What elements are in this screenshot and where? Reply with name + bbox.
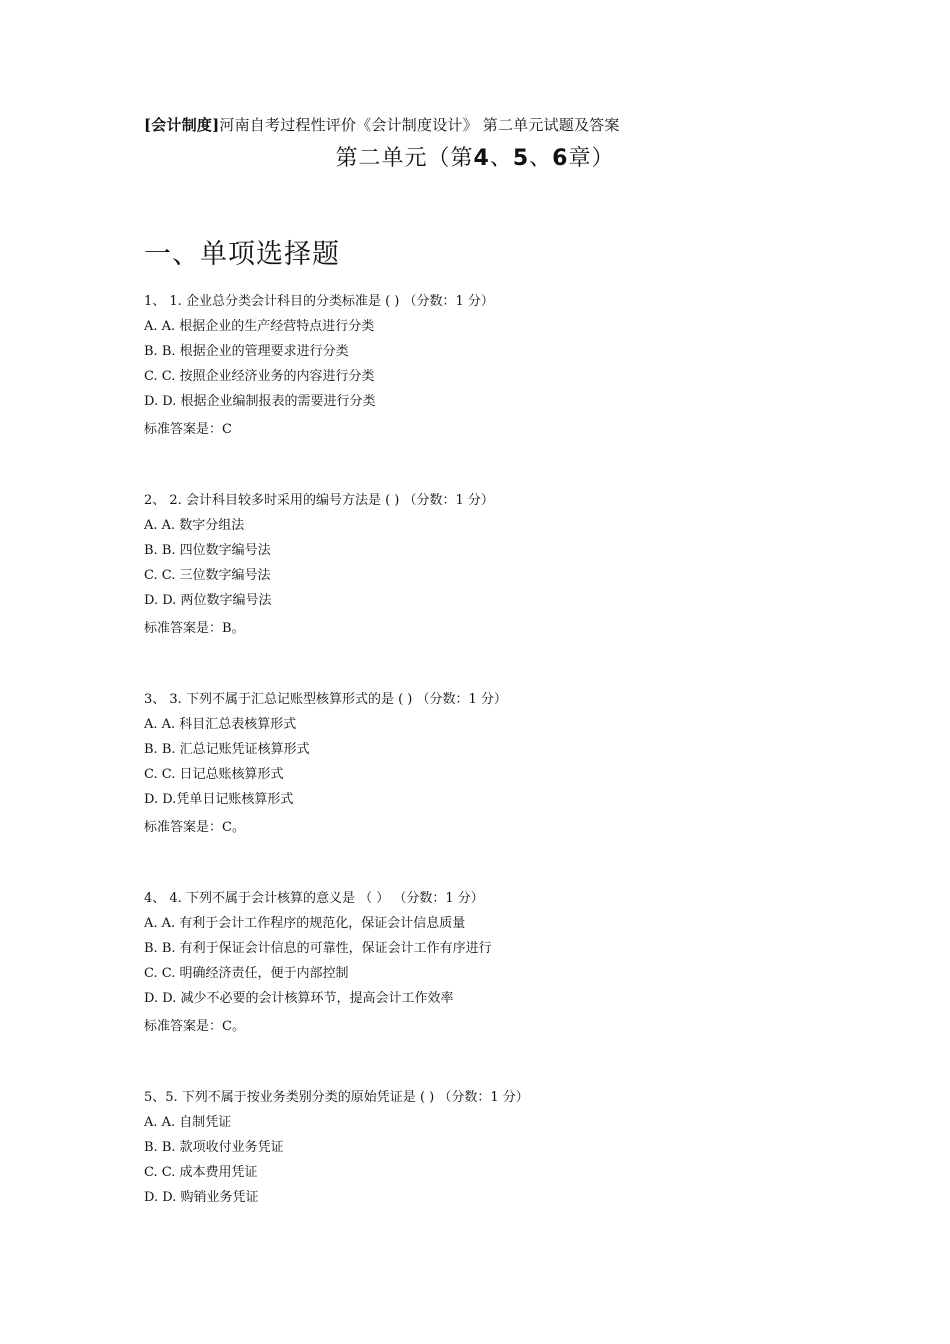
question-block bbox=[144, 1085, 844, 1210]
question-block bbox=[144, 488, 844, 641]
option-a: A. A. 自制凭证 bbox=[144, 1115, 232, 1130]
document-title bbox=[144, 114, 620, 136]
option-d: D. D. 购销业务凭证 bbox=[144, 1190, 259, 1205]
unit-title-sep-1: 、 bbox=[489, 146, 513, 171]
chapter-number-3: 6 bbox=[552, 146, 569, 171]
question-block bbox=[144, 886, 844, 1039]
question-stem: 3、 3. 下列不属于汇总记账型核算形式的是 ( ) （分数：1 分） bbox=[144, 692, 507, 707]
unit-title-sep-2: 、 bbox=[529, 146, 553, 171]
standard-answer: 标准答案是：C。 bbox=[144, 820, 245, 835]
question-block bbox=[144, 687, 844, 840]
chapter-number-2: 5 bbox=[512, 146, 530, 171]
question-stem: 2、 2. 会计科目较多时采用的编号方法是 ( ) （分数：1 分） bbox=[144, 493, 494, 508]
option-a: A. A. 有利于会计工作程序的规范化，保证会计信息质量 bbox=[144, 916, 466, 931]
option-c: C. C. 三位数字编号法 bbox=[144, 568, 271, 583]
standard-answer: 标准答案是：B。 bbox=[144, 621, 245, 636]
document-title-text: 河南自考过程性评价《会计制度设计》 第二单元试题及答案 bbox=[219, 116, 620, 134]
option-a: A. A. 数字分组法 bbox=[144, 518, 245, 533]
question-stem: 1、 1. 企业总分类会计科目的分类标准是 ( ) （分数：1 分） bbox=[144, 294, 494, 309]
option-c: C. C. 明确经济责任，便于内部控制 bbox=[144, 966, 349, 981]
unit-title bbox=[0, 143, 950, 175]
option-d: D. D.凭单日记账核算形式 bbox=[144, 792, 294, 807]
option-d: D. D. 减少不必要的会计核算环节，提高会计工作效率 bbox=[144, 991, 454, 1006]
question-block bbox=[144, 289, 844, 442]
option-b: B. B. 有利于保证会计信息的可靠性，保证会计工作有序进行 bbox=[144, 941, 492, 956]
option-d: D. D. 两位数字编号法 bbox=[144, 593, 272, 608]
unit-title-suffix: 章） bbox=[568, 146, 615, 171]
option-b: B. B. 四位数字编号法 bbox=[144, 543, 271, 558]
option-b: B. B. 根据企业的管理要求进行分类 bbox=[144, 344, 349, 359]
question-stem: 4、 4. 下列不属于会计核算的意义是 （ ） （分数：1 分） bbox=[144, 891, 484, 906]
standard-answer: 标准答案是：C bbox=[144, 422, 232, 437]
category-tag: [会计制度] bbox=[144, 116, 220, 134]
option-b: B. B. 款项收付业务凭证 bbox=[144, 1140, 284, 1155]
option-c: C. C. 成本费用凭证 bbox=[144, 1165, 258, 1180]
option-c: C. C. 日记总账核算形式 bbox=[144, 767, 284, 782]
chapter-number-1: 4 bbox=[473, 146, 490, 171]
option-c: C. C. 按照企业经济业务的内容进行分类 bbox=[144, 369, 375, 384]
question-stem: 5、5. 下列不属于按业务类别分类的原始凭证是 ( ) （分数：1 分） bbox=[144, 1090, 529, 1105]
unit-title-prefix: 第二单元（第 bbox=[335, 146, 474, 171]
option-b: B. B. 汇总记账凭证核算形式 bbox=[144, 742, 310, 757]
standard-answer: 标准答案是：C。 bbox=[144, 1019, 245, 1034]
option-d: D. D. 根据企业编制报表的需要进行分类 bbox=[144, 394, 376, 409]
option-a: A. A. 科目汇总表核算形式 bbox=[144, 717, 297, 732]
option-a: A. A. 根据企业的生产经营特点进行分类 bbox=[144, 319, 375, 334]
section-heading: 一、单项选择题 bbox=[144, 239, 340, 270]
